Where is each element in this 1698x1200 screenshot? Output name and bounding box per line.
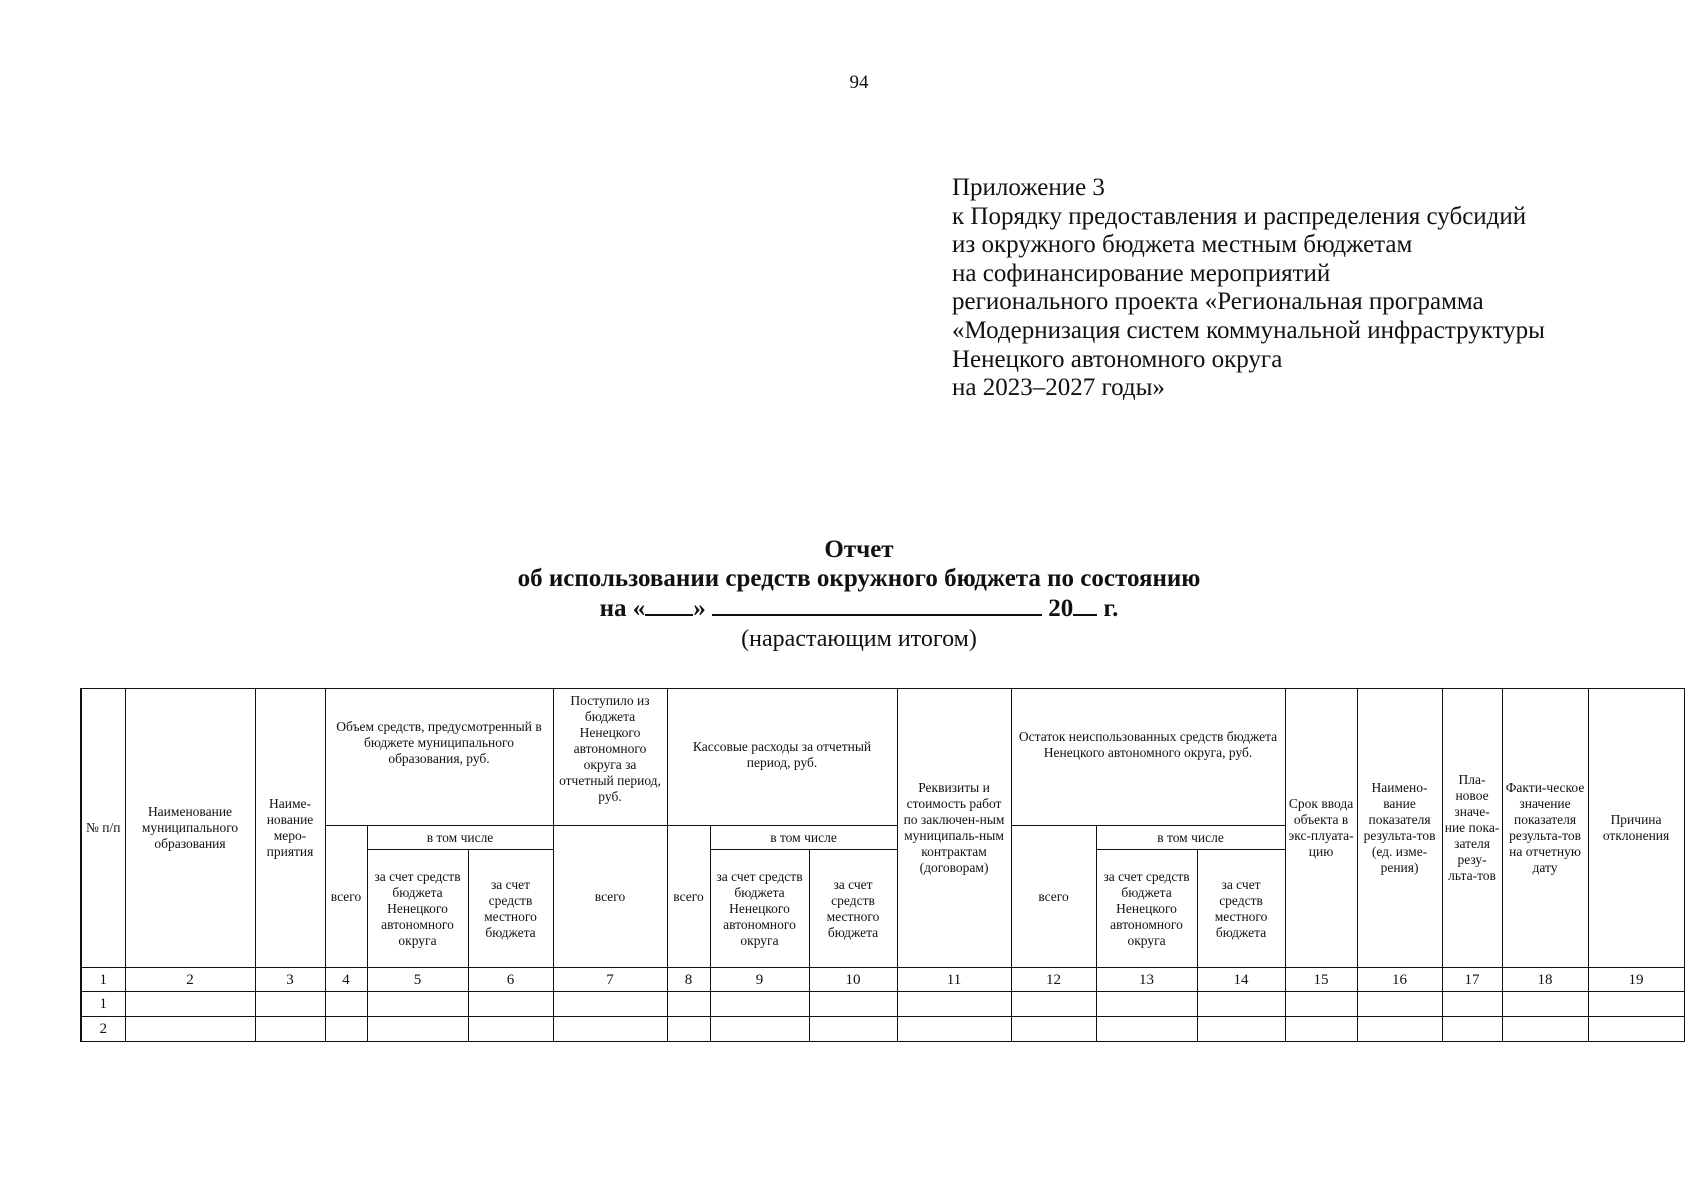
header-received: Поступило из бюджета Ненецкого автономного округа за отчетный период, руб. — [553, 689, 667, 826]
report-subtitle: об использовании средств окружного бюджета по состоянию — [517, 565, 1201, 592]
header-cash-total: всего — [667, 826, 710, 968]
table-cell — [553, 1017, 667, 1042]
header-event: Наиме-нование меро-приятия — [255, 689, 325, 968]
table-cell — [1442, 1017, 1502, 1042]
table-cell — [897, 1017, 1011, 1042]
table-cell — [553, 992, 667, 1017]
report-date-line — [0, 593, 1698, 624]
date-suffix: г. — [1103, 595, 1119, 622]
table-row — [81, 992, 1684, 1017]
column-number: 13 — [1096, 968, 1197, 992]
day-blank — [645, 594, 693, 616]
header-cash: Кассовые расходы за отчетный период, руб. — [667, 689, 897, 826]
table-cell — [1096, 992, 1197, 1017]
column-number: 9 — [710, 968, 809, 992]
appendix-line: на 2023–2027 годы» — [952, 374, 1165, 402]
appendix-line: к Порядку предоставления и распределения субсидий — [952, 202, 1527, 230]
header-indicator-name: Наимено-вание показателя результа-тов (ед. изме-рения) — [1357, 689, 1442, 968]
table-cell — [1096, 1017, 1197, 1042]
table-cell — [367, 1017, 468, 1042]
report-table — [80, 688, 1685, 1042]
column-number: 14 — [1197, 968, 1285, 992]
header-planned: Пла-новое значе-ние пока-зателя резу-льта-тов — [1442, 689, 1502, 968]
header-received-total: всего — [553, 826, 667, 968]
table-cell — [710, 992, 809, 1017]
table-cell — [468, 992, 553, 1017]
header-reason: Причина отклонения — [1588, 689, 1684, 968]
header-requisites: Реквизиты и стоимость работ по заключен-ным муниципаль-ным контрактам (договорам) — [897, 689, 1011, 968]
table-cell — [1357, 1017, 1442, 1042]
column-number: 5 — [367, 968, 468, 992]
column-number-row — [81, 968, 1684, 992]
header-volume: Объем средств, предусмотренный в бюджете муниципального образования, руб. — [325, 689, 553, 826]
column-number: 2 — [125, 968, 255, 992]
report-note: (нарастающим итогом) — [741, 626, 977, 652]
column-number: 15 — [1285, 968, 1357, 992]
table-cell — [255, 1017, 325, 1042]
column-number: 8 — [667, 968, 710, 992]
column-number: 3 — [255, 968, 325, 992]
appendix-line: «Модернизация систем коммунальной инфраструктуры — [952, 316, 1545, 344]
date-year: 20 — [1048, 595, 1074, 622]
column-number: 18 — [1502, 968, 1588, 992]
column-number: 16 — [1357, 968, 1442, 992]
table-cell — [809, 1017, 897, 1042]
header-volume-local: за счет средств местного бюджета — [468, 850, 553, 968]
header-volume-nao: за счет средств бюджета Ненецкого автономного округа — [367, 850, 468, 968]
table-row — [81, 1017, 1684, 1042]
table-cell — [897, 992, 1011, 1017]
row-number: 1 — [81, 992, 125, 1017]
table-cell — [325, 992, 367, 1017]
header-volume-total: всего — [325, 826, 367, 968]
header-cash-local: за счет средств местного бюджета — [809, 850, 897, 968]
header-municipality: Наименование муниципального образования — [125, 689, 255, 968]
table-cell — [1011, 1017, 1096, 1042]
appendix-line: регионального проекта «Региональная программа — [952, 288, 1484, 316]
page-number: 94 — [849, 72, 869, 93]
table-cell — [1502, 1017, 1588, 1042]
table-cell — [125, 992, 255, 1017]
table-cell — [1285, 1017, 1357, 1042]
table-cell — [367, 992, 468, 1017]
table-cell — [255, 992, 325, 1017]
header-actual: Факти-ческое значение показателя результа-тов на отчетную дату — [1502, 689, 1588, 968]
header-remainder-total: всего — [1011, 826, 1096, 968]
header-cash-including: в том числе — [710, 826, 897, 850]
table-cell — [667, 1017, 710, 1042]
table-cell — [1011, 992, 1096, 1017]
table-cell — [1588, 992, 1684, 1017]
header-number: № п/п — [81, 689, 125, 968]
table-cell — [1197, 992, 1285, 1017]
appendix-line: на софинансирование мероприятий — [952, 259, 1331, 287]
column-number: 10 — [809, 968, 897, 992]
column-number: 12 — [1011, 968, 1096, 992]
column-number: 6 — [468, 968, 553, 992]
header-deadline: Срок ввода объекта в экс-плуата-цию — [1285, 689, 1357, 968]
column-number: 17 — [1442, 968, 1502, 992]
table-cell — [1357, 992, 1442, 1017]
header-cash-nao: за счет средств бюджета Ненецкого автономного округа — [710, 850, 809, 968]
header-remainder-local: за счет средств местного бюджета — [1197, 850, 1285, 968]
appendix-line: Приложение 3 — [952, 174, 1105, 201]
table-cell — [1442, 992, 1502, 1017]
report-title-block — [0, 535, 1698, 654]
column-number: 4 — [325, 968, 367, 992]
header-volume-including: в том числе — [367, 826, 553, 850]
table-cell — [710, 1017, 809, 1042]
table-cell — [667, 992, 710, 1017]
column-number: 7 — [553, 968, 667, 992]
table-cell — [468, 1017, 553, 1042]
appendix-line: из окружного бюджета местным бюджетам — [952, 231, 1413, 259]
year-blank — [1073, 594, 1097, 616]
header-remainder-including: в том числе — [1096, 826, 1285, 850]
row-number: 2 — [81, 1017, 125, 1042]
column-number: 11 — [897, 968, 1011, 992]
table-cell — [325, 1017, 367, 1042]
column-number: 19 — [1588, 968, 1684, 992]
report-title: Отчет — [824, 536, 894, 563]
appendix-line: Ненецкого автономного округа — [952, 345, 1283, 373]
table-cell — [1285, 992, 1357, 1017]
table-cell — [1197, 1017, 1285, 1042]
table-cell — [1502, 992, 1588, 1017]
appendix-block — [952, 174, 1545, 403]
month-blank — [712, 594, 1042, 616]
table-cell — [125, 1017, 255, 1042]
table-cell — [809, 992, 897, 1017]
column-number: 1 — [81, 968, 125, 992]
header-remainder: Остаток неиспользованных средств бюджета Ненецкого автономного округа, руб. — [1011, 689, 1285, 826]
date-prefix: на « — [599, 595, 646, 622]
date-mid: » — [693, 595, 706, 622]
table-cell — [1588, 1017, 1684, 1042]
header-remainder-nao: за счет средств бюджета Ненецкого автономного округа — [1096, 850, 1197, 968]
